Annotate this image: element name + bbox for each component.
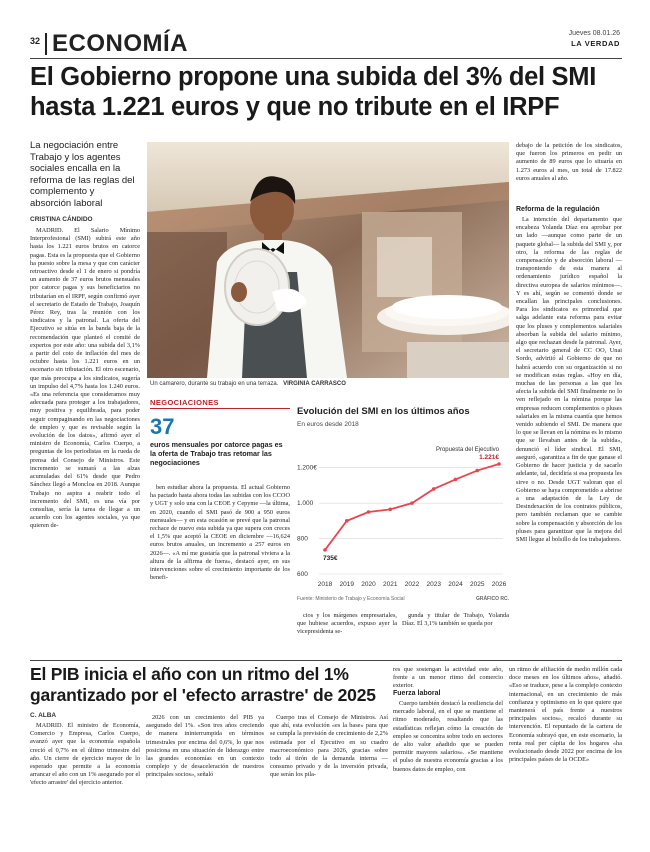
header-date: Jueves 08.01.26 <box>568 30 620 37</box>
photo-caption: Un camarero, durante su trabajo en una terraza. <box>150 381 279 387</box>
second-column-4-text: Cuerpo también destacó la resiliencia del mercado laboral, en el que se mantiene el ritmo moderado, resaltando que las estadísticas reflejan cómo la creación de empleo se concentra sobre todo en sectores de alto valor añadido que se pueden permitir mayores salarios». «Se mantiene el pulso de nuestra economía gracias a los buenos datos de empleo, con <box>393 700 503 773</box>
page-number: 32 <box>30 36 41 46</box>
photo-caption-wrap <box>150 381 346 387</box>
main-column-3-text: cios y los márgenes empresariales, que hubiese acuerdos, expuso ayer la vicepresidenta se- <box>297 612 397 636</box>
header-paper: LA VERDAD <box>571 39 620 48</box>
main-dek: La negociación entre Trabajo y los agentes sociales encalla en la reforma de las reglas del complemento y absorción laboral <box>30 140 135 209</box>
chart-series-line <box>325 464 499 550</box>
second-byline: C. ALBA <box>30 712 57 719</box>
section-title: ECONOMÍA <box>52 30 188 57</box>
chart-y-tick-label: 1.200€ <box>297 464 317 472</box>
second-column-1 <box>30 722 140 832</box>
main-column-right-intro <box>516 142 622 206</box>
waiter-photo <box>147 142 509 378</box>
main-column-4-text: gunda y titular de Trabajo, Yolanda Díaz. El 3,1% también se queda por <box>402 612 509 628</box>
sidebar-text: euros mensuales por catorce pagas es la oferta de Trabajo tras retomar las negociaciones <box>150 440 283 467</box>
chart-end-label: 1.221€ <box>479 453 499 461</box>
main-headline <box>30 62 630 122</box>
chart-y-tick-label: 1.000 <box>297 500 314 508</box>
chart-y-tick-label: 800 <box>297 535 308 543</box>
main-column-4 <box>402 612 509 654</box>
second-headline-line2: garantizado por el 'efecto arrastre' de 2025 <box>30 685 376 705</box>
main-byline: CRISTINA CÁNDIDO <box>30 216 93 223</box>
photo-credit: VIRGINIA CARRASCO <box>283 381 346 387</box>
main-column-3 <box>297 612 397 654</box>
chart-x-tick-label: 2021 <box>383 581 398 588</box>
chart-x-tick-label: 2018 <box>317 581 333 588</box>
main-column-right-intro-text: debajo de la petición de los sindicatos, que fueron los primeros en pedir un aumento de 89 euros que lo situaría en 1.273 euros al mes, un total de 17.822 euros anuales al año. <box>516 142 622 182</box>
sidebar-number: 37 <box>150 414 175 439</box>
second-column-3 <box>270 714 388 832</box>
header-rule <box>30 58 622 59</box>
sidebar-rule <box>150 408 290 409</box>
main-headline-line1: El Gobierno propone una subida del 3% del SMI <box>30 63 596 91</box>
chart-x-tick-label: 2026 <box>491 581 507 588</box>
section-divider <box>30 660 622 661</box>
second-headline-line1: El PIB inicia el año con un ritmo del 1% <box>30 664 349 684</box>
second-column-2-text: 2026 con un crecimiento del PIB ya asegurado del 1%. «Son tres años creciendo de manera ininterrumpida en términos trimestrales por encima del 0,6%, lo que nos posiciona en una situación de liderazgo entre las grandes economías en un contexto complejo y de desaceleración de nuestros principales socios», señaló <box>146 714 264 779</box>
chart-x-tick-label: 2025 <box>470 581 485 588</box>
chart-title: Evolución del SMI en los últimos años <box>297 406 470 417</box>
chart-point <box>388 508 392 512</box>
chart-x-tick-label: 2023 <box>426 581 441 588</box>
second-column-1-text: MADRID. El ministro de Economía, Comercio y Empresa, Carlos Cuerpo, avanzó ayer que la economía española creció el 0,7% en el último trimestre del año. Un cierre de ejercicio mayor de lo esperado que permite a la economía arrancar el año con un 1% asegurado por el 'efecto arrastre' del ejercicio anterior. <box>30 722 140 787</box>
chart-x-tick-label: 2019 <box>339 581 354 588</box>
header-divider <box>45 33 47 55</box>
chart-x-tick-label: 2024 <box>448 581 463 588</box>
chart-point <box>475 469 479 473</box>
chart-x-tick-label: 2022 <box>404 581 420 588</box>
chart-subtitle: En euros desde 2018 <box>297 421 359 428</box>
second-column-4-intro <box>393 666 503 690</box>
chart-x-tick-label: 2020 <box>361 581 376 588</box>
chart-source: Fuente: Ministerio de Trabajo y Economía Social <box>297 596 405 602</box>
photo <box>147 142 509 378</box>
chart-point <box>454 478 458 482</box>
main-column-1-text: MADRID. El Salario Mínimo Interprofesional (SMI) subirá este año hasta los 1.221 euros brutos en catorce pagas. Esta es la propuesta que el Gobierno ha puesto sobre la mesa y que con carácter retroactivo desde el 1 de enero si pondría un aumento de 37 euros brutos mensuales por catorce pagas y sus beneficiarios no tributarían en el IRPF, según confirmó ayer el secretario de Estado de Trabajo, Joaquín Pérez Rey, tras la reunión con los sindicatos y la patronal. La oferta del Ejecutivo se sitúa en la banda baja de la recomendación que planteó el comité de expertos por este año: una subida del 3,1% a partir del coto de inflación del mes de octubre hasta los 1.221 euros en un escenario sin tributación. El otro escenario, que más preocupa a los sindicatos, sugería un impulso del 4,7% hasta los 1.240 euros. «Es una referencia que consideramos muy adecuada para proteger a los trabajadores, muy positiva y equilibrada, para poder seguir compaginando en las negociaciones de empleo y que es revisable según la evolución de los datos», afirmó ayer el ministro de Economía, Carlos Cuerpo, a preguntas de los periodistas en la rueda de prensa del Consejo de Ministros. Este incremento se sumará a las alzas acumuladas del 61% desde que Pedro Sánchez llegó a Moncloa en 2018. Aunque Trabajo no aspira a reabrir todo el incremento del SMI, es una vía por consultas, sería la tarea de llegar a un acuerdo con los agentes sociales, ya que quieren de- <box>30 227 140 530</box>
chart-y-tick-label: 600 <box>297 571 308 578</box>
second-column-4-intro-text: res que sostengan la actividad este año, frente a un menor ritmo del comercio exterior. <box>393 666 503 690</box>
chart <box>297 400 509 610</box>
main-column-right-text: La intención del departamento que encabeza Yolanda Díaz era aprobar por un lado —aunque como parte de un paquete global— la subida del SMI y, por otro, la reforma de las reglas de compensación y de absorción laboral —transponiendo de esta manera al ordenamiento jurídico español la directiva europea de salarios mínimos—. Y es ahí, según se comentó donde se encallan las principales conclusiones. Para los sindicatos es primordial que salga adelante esta reforma para evitar que los pluses y complementos salariales absorban la subida del salario mínimo, algo que rechazan desde la patronal. Ayer, el secretario general de CC OO, Unai Sordo, advirtió al Gobierno de que no habrá acuerdo con su organización si no se modifican estas reglas. «Hoy en día, muchas de las personas a las que les afecta la subida del SMI finalmente no lo ven reflejado en la nómina porque las empresas reducen complementos o pluses salariales en la misma cuantía que hemos venido subiendo el SMI. De manera que lo que se llevan en la nómina es lo mismo que se llevaban antes de la subida», denunció el líder sindical. El SMI, aseguró, «garantiza a fin de que ganase el Gobierno de hacer justicia y de sacarlo adelante, tal, decidiría si esa propuesta les sirve o no. Desde UGT valoran que el Gobierno se haya comprometido a abrirse a una adaptación de la Ley de Desindexación de los contratos públicos, pero también reclaman que se cambie sobre la compensación y absorción de los pluses para garantizar que la mejora del SMI llegue al bolsillo de los trabajadores. <box>516 216 622 543</box>
chart-credit: GRÁFICO RC. <box>475 596 509 602</box>
sidebar-section: NEGOCIACIONES <box>150 398 219 407</box>
second-column-3-text: Cuerpo tras el Consejo de Ministros. Así que ahí, esta evolución «es la base» para que se cumpla la previsión de crecimiento de 2,2% estimada por el Ejecutivo en su cuadro macroeconómico para 2026, gracias sobre todo al tirón de la demanda interna —consumo privado y de la inversión privada, que serán los pila- <box>270 714 388 779</box>
chart-point <box>410 501 414 505</box>
second-column-4 <box>393 700 503 832</box>
main-column-right <box>516 216 622 654</box>
second-column-5-text: un ritmo de afiliación de medio millón cada doce meses en los últimos años», añadió. «Eso se traduce, pese a la complejo contexto internacional, en un crecimiento de más confianza y optimismo en lo que quiere que mantenerá el país frente a nuestros principales socios», recalcó durante su intervención. El repuntado de la cartera de Economía subrayó que, en este escenario, la renta real per cápita de los hogares «ha evolucionado desde 2022 por encima de los principales países de la OCDE» <box>509 666 622 764</box>
chart-point <box>323 548 327 552</box>
second-column-2 <box>146 714 264 832</box>
main-headline-line2: hasta 1.221 euros y que no tribute en el IRPF <box>30 93 560 121</box>
second-subhead: Fuerza laboral <box>393 690 441 697</box>
main-column-1 <box>30 227 140 647</box>
second-column-5 <box>509 666 622 832</box>
second-headline <box>30 664 390 706</box>
chart-start-label: 735€ <box>323 554 338 562</box>
chart-plot <box>297 440 509 600</box>
main-column-2-text: ben estudiar ahora la propuesta. El actual Gobierno ha pactado hasta ahora todas las subidas con los CCOO y UGT y solo una con la CEOE y Cepyme —la última, en 2020, cuando el SMI pasó de 900 a 950 euros mensuales— y en esta ocasión se prevé que la patronal rechace de nuevo esta subida ya que supera con creces el 1,5% que aceptó la CEOE en diciembre —16,624 euros brutos anuales, un incremento a 257 euros en 2026—. «A mí me gustaría que la patronal viviera a la altura de la alfirma de fuera», destacó ayer, en sus intervenciones sobre el crecimiento importante de los benefi- <box>150 484 290 582</box>
main-subhead: Reforma de la regulación <box>516 206 600 213</box>
chart-point <box>432 487 436 491</box>
chart-point <box>367 510 371 514</box>
chart-annotation: Propuesta del Ejecutivo <box>435 446 499 453</box>
chart-point <box>497 462 501 466</box>
main-column-2 <box>150 484 290 654</box>
chart-point <box>345 519 349 523</box>
